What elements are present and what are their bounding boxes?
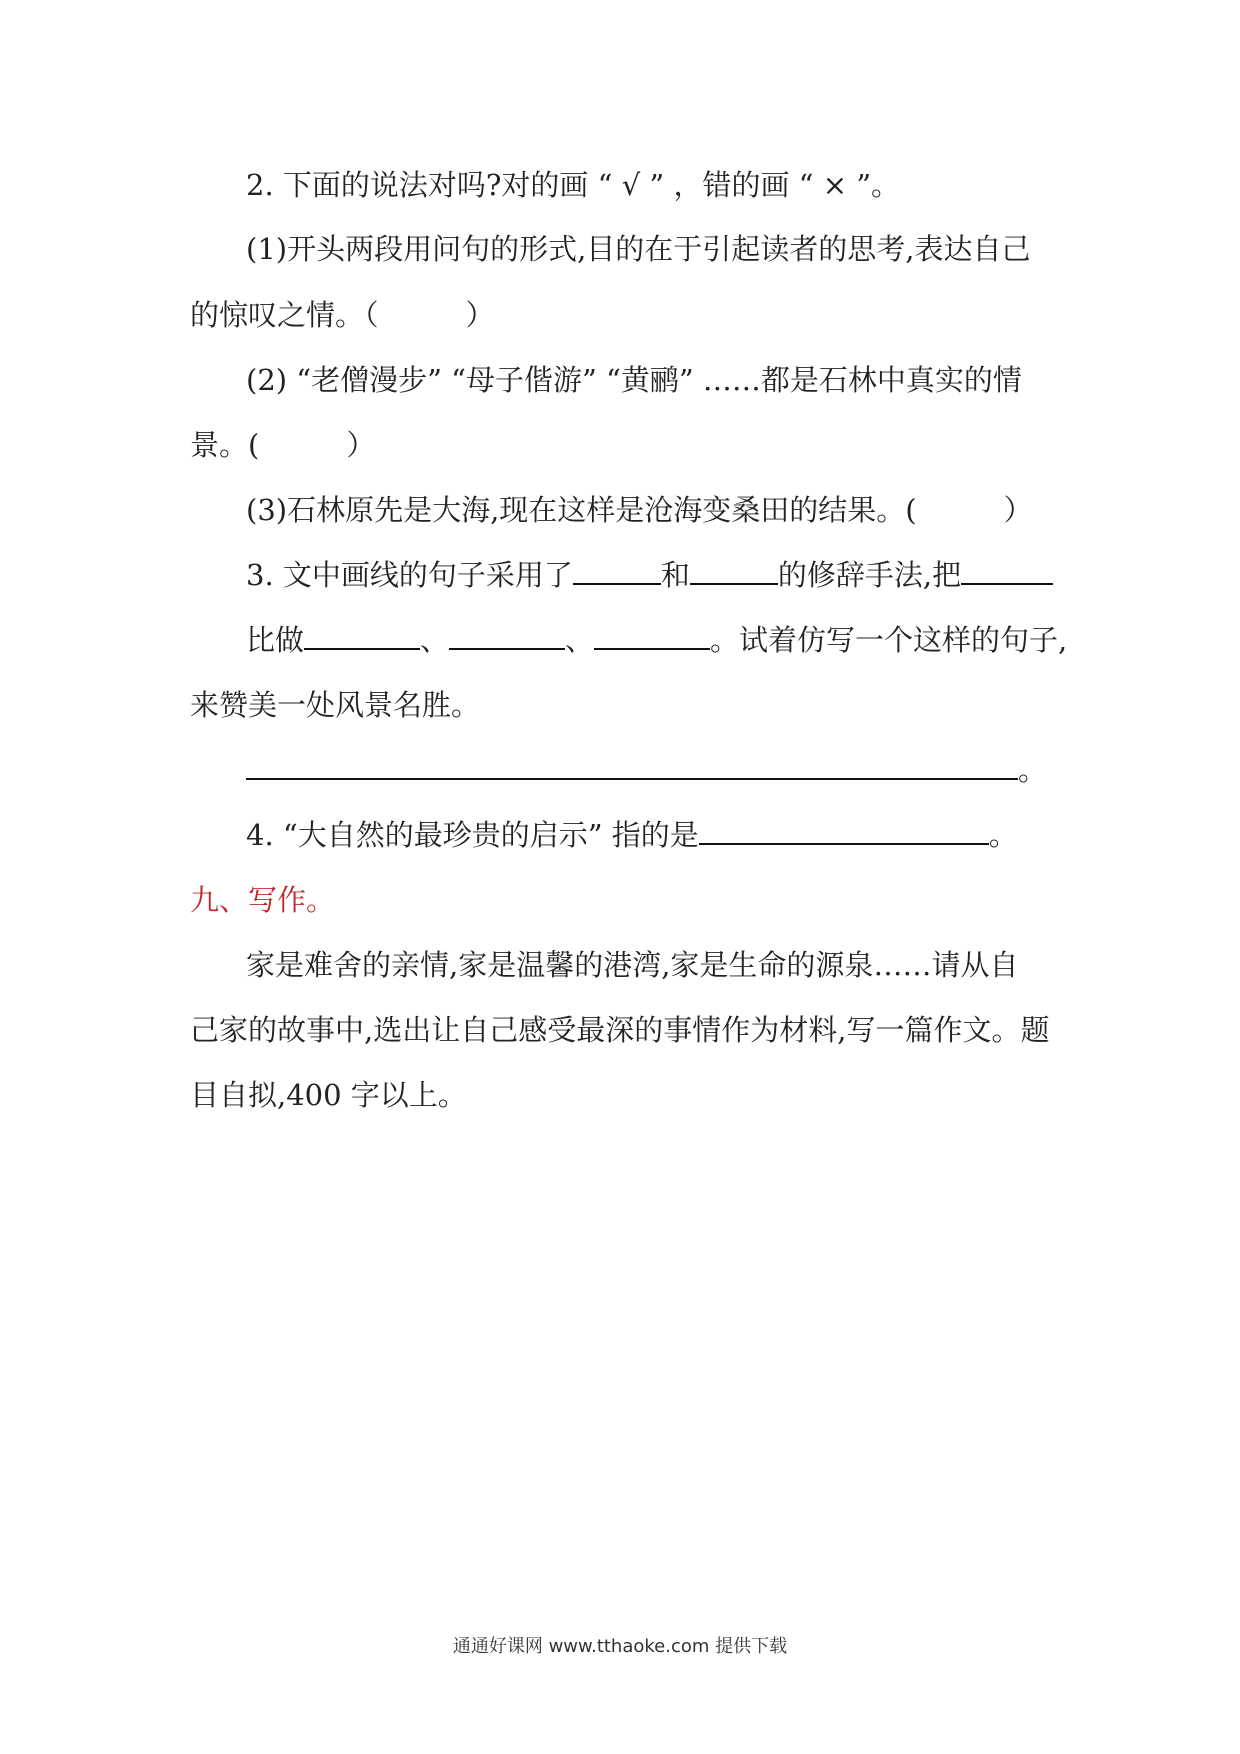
section-9-line-2: 己家的故事中,选出让自己感受最深的事情作为材料,写一篇作文。题 <box>190 1013 1050 1047</box>
answer-blank[interactable] <box>304 622 420 650</box>
question-2-item-2-line-1: (2) “老僧漫步” “母子偕游” “黄鹂” ……都是石林中真实的情 <box>246 363 1022 397</box>
question-2-title: 2. 下面的说法对吗?对的画 “ √ ” ，错的画 “ × ”。 <box>246 168 901 202</box>
question-3-text-5: 。试着仿写一个这样的句子, <box>710 623 1068 657</box>
answer-blank[interactable] <box>449 622 565 650</box>
question-3-line-3: 来赞美一处风景名胜。 <box>190 688 481 722</box>
section-9-line-1: 家是难舍的亲情,家是温馨的港湾,家是生命的源泉……请从自 <box>246 948 1019 982</box>
period: 。 <box>988 818 1018 852</box>
question-2-item-3: (3)石林原先是大海,现在这样是沧海变桑田的结果。( ） <box>246 493 1033 527</box>
question-3-line-1 <box>246 555 1053 595</box>
answer-blank[interactable] <box>594 622 710 650</box>
question-4 <box>246 815 1018 855</box>
separator: 、 <box>565 623 595 657</box>
answer-blank[interactable] <box>961 557 1053 585</box>
answer-blank[interactable] <box>699 817 989 845</box>
question-2-item-1-line-1: (1)开头两段用问句的形式,目的在于引起读者的思考,表达自己 <box>246 232 1031 266</box>
period: 。 <box>1018 753 1048 787</box>
question-4-text: 4. “大自然的最珍贵的启示” 指的是 <box>246 818 699 852</box>
question-3-text-3: 的修辞手法,把 <box>777 558 962 592</box>
question-3-text-2: 和 <box>660 558 690 592</box>
section-9-line-3: 目自拟,400 字以上。 <box>190 1078 467 1112</box>
footer-source: 通通好课网 www.tthaoke.com 提供下载 <box>452 1636 788 1657</box>
question-3-line-4 <box>246 750 1047 790</box>
answer-blank-long[interactable] <box>246 752 1018 780</box>
answer-blank[interactable] <box>690 557 778 585</box>
question-2-item-2-line-2: 景。( ） <box>190 428 376 462</box>
question-3-text-4: 比做 <box>246 623 305 657</box>
section-9-heading: 九、写作。 <box>190 883 336 917</box>
question-3-line-2 <box>246 620 1067 660</box>
answer-blank[interactable] <box>573 557 661 585</box>
question-3-text-1: 3. 文中画线的句子采用了 <box>246 558 573 592</box>
separator: 、 <box>420 623 450 657</box>
question-2-item-1-line-2: 的惊叹之情。（ ） <box>190 298 495 332</box>
